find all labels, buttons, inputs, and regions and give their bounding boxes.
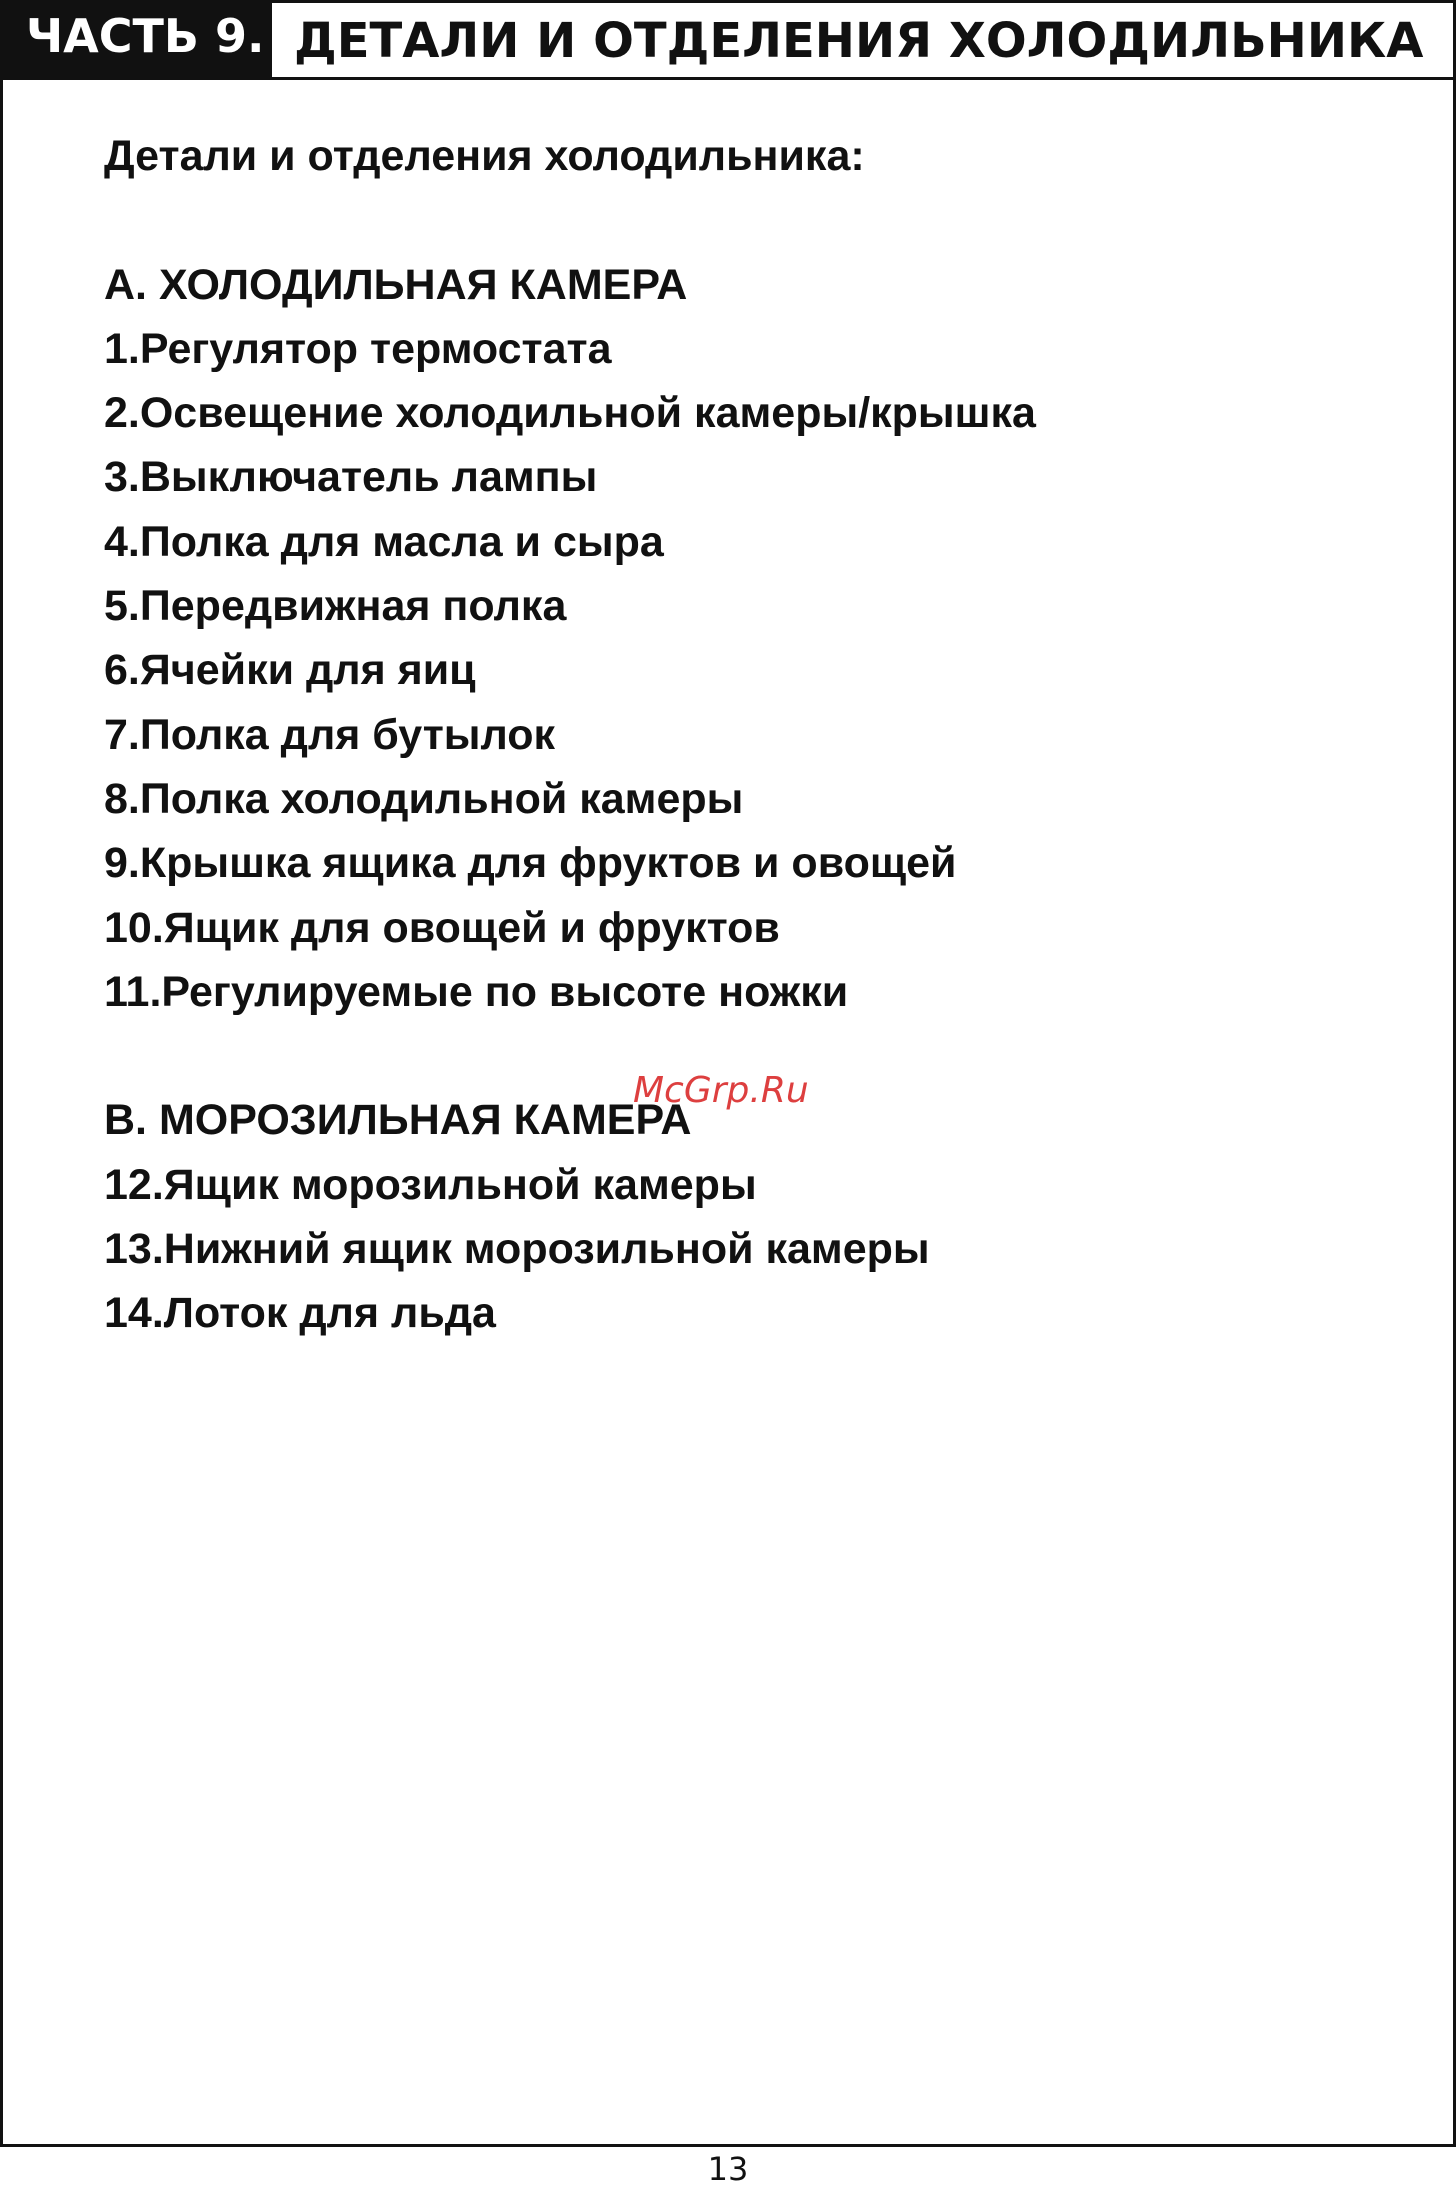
list-item: 9.Крышка ящика для фруктов и овощей — [104, 839, 957, 888]
list-item: 14.Лоток для льда — [104, 1289, 496, 1338]
list-item: 4.Полка для масла и сыра — [104, 517, 664, 566]
spacer — [104, 188, 1404, 252]
list-item: 13.Нижний ящик морозильной камеры — [104, 1225, 930, 1274]
list-item: 8.Полка холодильной камеры — [104, 774, 744, 823]
list-item: 3.Выключатель лампы — [104, 453, 598, 502]
list-item: 1.Регулятор термостата — [104, 324, 612, 373]
list-item: 12.Ящик морозильной камеры — [104, 1160, 757, 1209]
list-item: 5.Передвижная полка — [104, 582, 567, 631]
section-b-heading: В. МОРОЗИЛЬНАЯ КАМЕРА — [104, 1096, 692, 1145]
list-item: 2.Освещение холодильной камеры/крышка — [104, 389, 1036, 438]
section-a-heading: А. ХОЛОДИЛЬНАЯ КАМЕРА — [104, 260, 688, 309]
intro-text: Детали и отделения холодильника: — [104, 132, 865, 180]
page-header — [0, 0, 1456, 80]
page-number: 13 — [707, 2150, 749, 2188]
list-item: 11.Регулируемые по высоте ножки — [104, 967, 849, 1016]
list-item: 6.Ячейки для яиц — [104, 646, 476, 695]
list-item: 10.Ящик для овощей и фруктов — [104, 903, 780, 952]
watermark: McGrp.Ru — [633, 1070, 809, 1111]
list-item: 7.Полка для бутылок — [104, 710, 556, 759]
section-title: ДЕТАЛИ И ОТДЕЛЕНИЯ ХОЛОДИЛЬНИКА — [294, 13, 1424, 69]
parts-list — [104, 124, 1404, 1346]
part-label: ЧАСТЬ 9. — [0, 0, 272, 78]
